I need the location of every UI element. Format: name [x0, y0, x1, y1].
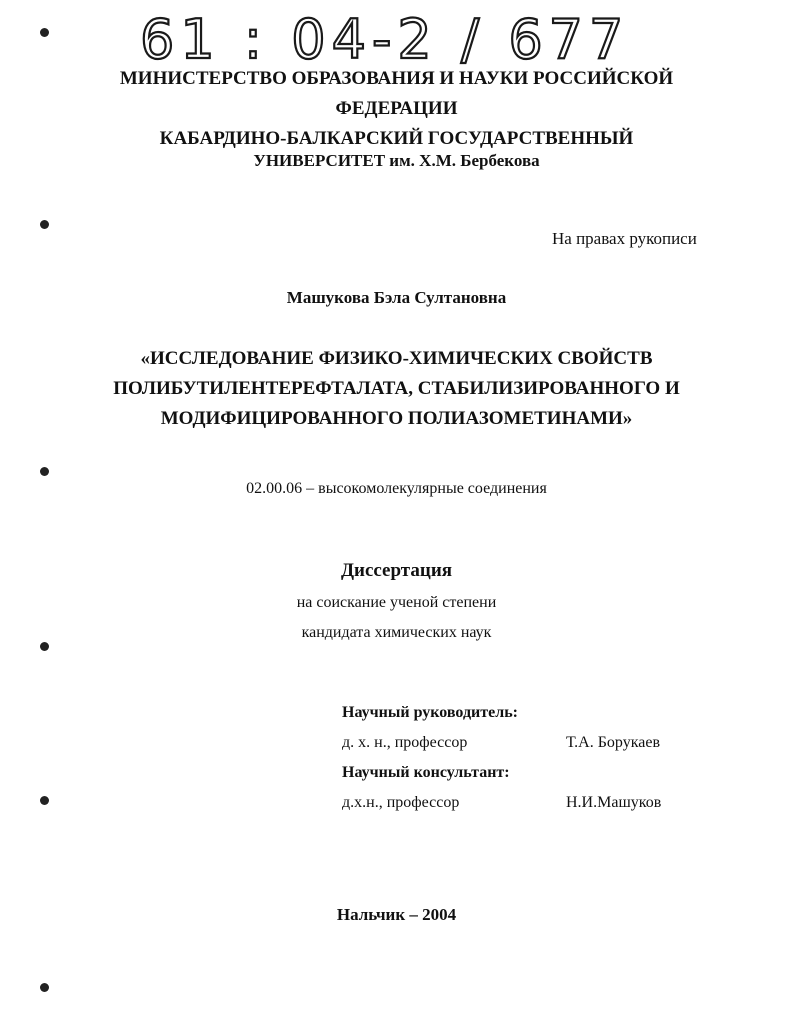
punch-hole-mark: [40, 983, 49, 992]
supervisor-name: Т.А. Борукаев: [566, 734, 660, 751]
university-line-1: КАБАРДИНО-БАЛКАРСКИЙ ГОСУДАРСТВЕННЫЙ: [159, 128, 634, 149]
supervisor-title: д. х. н., профессор: [342, 734, 468, 751]
rights-note: На правах рукописи: [552, 229, 697, 248]
document-type: Диссертация: [340, 560, 453, 581]
punch-hole-mark: [40, 28, 49, 37]
consultant-title: д.х.н., профессор: [342, 794, 460, 811]
university-line-2: УНИВЕРСИТЕТ им. Х.М. Бербекова: [253, 151, 540, 170]
author-name: Машукова Бэла Султановна: [286, 288, 507, 307]
handwritten-archive-number: [140, 2, 630, 71]
ministry-line-2: ФЕДЕРАЦИИ: [335, 98, 458, 119]
city-year: Нальчик – 2004: [336, 905, 457, 924]
specialty-code: 02.00.06 – высокомолекулярные соединения: [246, 480, 547, 497]
punch-hole-mark: [40, 642, 49, 651]
thesis-title-line-3: МОДИФИЦИРОВАННОГО ПОЛИАЗОМЕТИНАМИ»: [160, 408, 633, 429]
svg-text:61 : 04-2 / 677: 61 : 04-2 / 677: [140, 8, 630, 71]
punch-hole-mark: [40, 220, 49, 229]
thesis-title-line-1: «ИССЛЕДОВАНИЕ ФИЗИКО-ХИМИЧЕСКИХ СВОЙСТВ: [140, 348, 653, 369]
thesis-title-line-2: ПОЛИБУТИЛЕНТЕРЕФТАЛАТА, СТАБИЛИЗИРОВАННОГО И: [113, 378, 680, 399]
consultant-name: Н.И.Машуков: [566, 794, 662, 811]
supervisor-label: Научный руководитель:: [342, 704, 518, 721]
punch-hole-mark: [40, 796, 49, 805]
ministry-line-1: МИНИСТЕРСТВО ОБРАЗОВАНИЯ И НАУКИ РОССИЙСКОЙ: [119, 68, 674, 89]
punch-hole-mark: [40, 467, 49, 476]
degree-line-1: на соискание ученой степени: [296, 594, 497, 611]
degree-line-2: кандидата химических наук: [301, 624, 492, 641]
consultant-label: Научный консультант:: [342, 764, 510, 781]
